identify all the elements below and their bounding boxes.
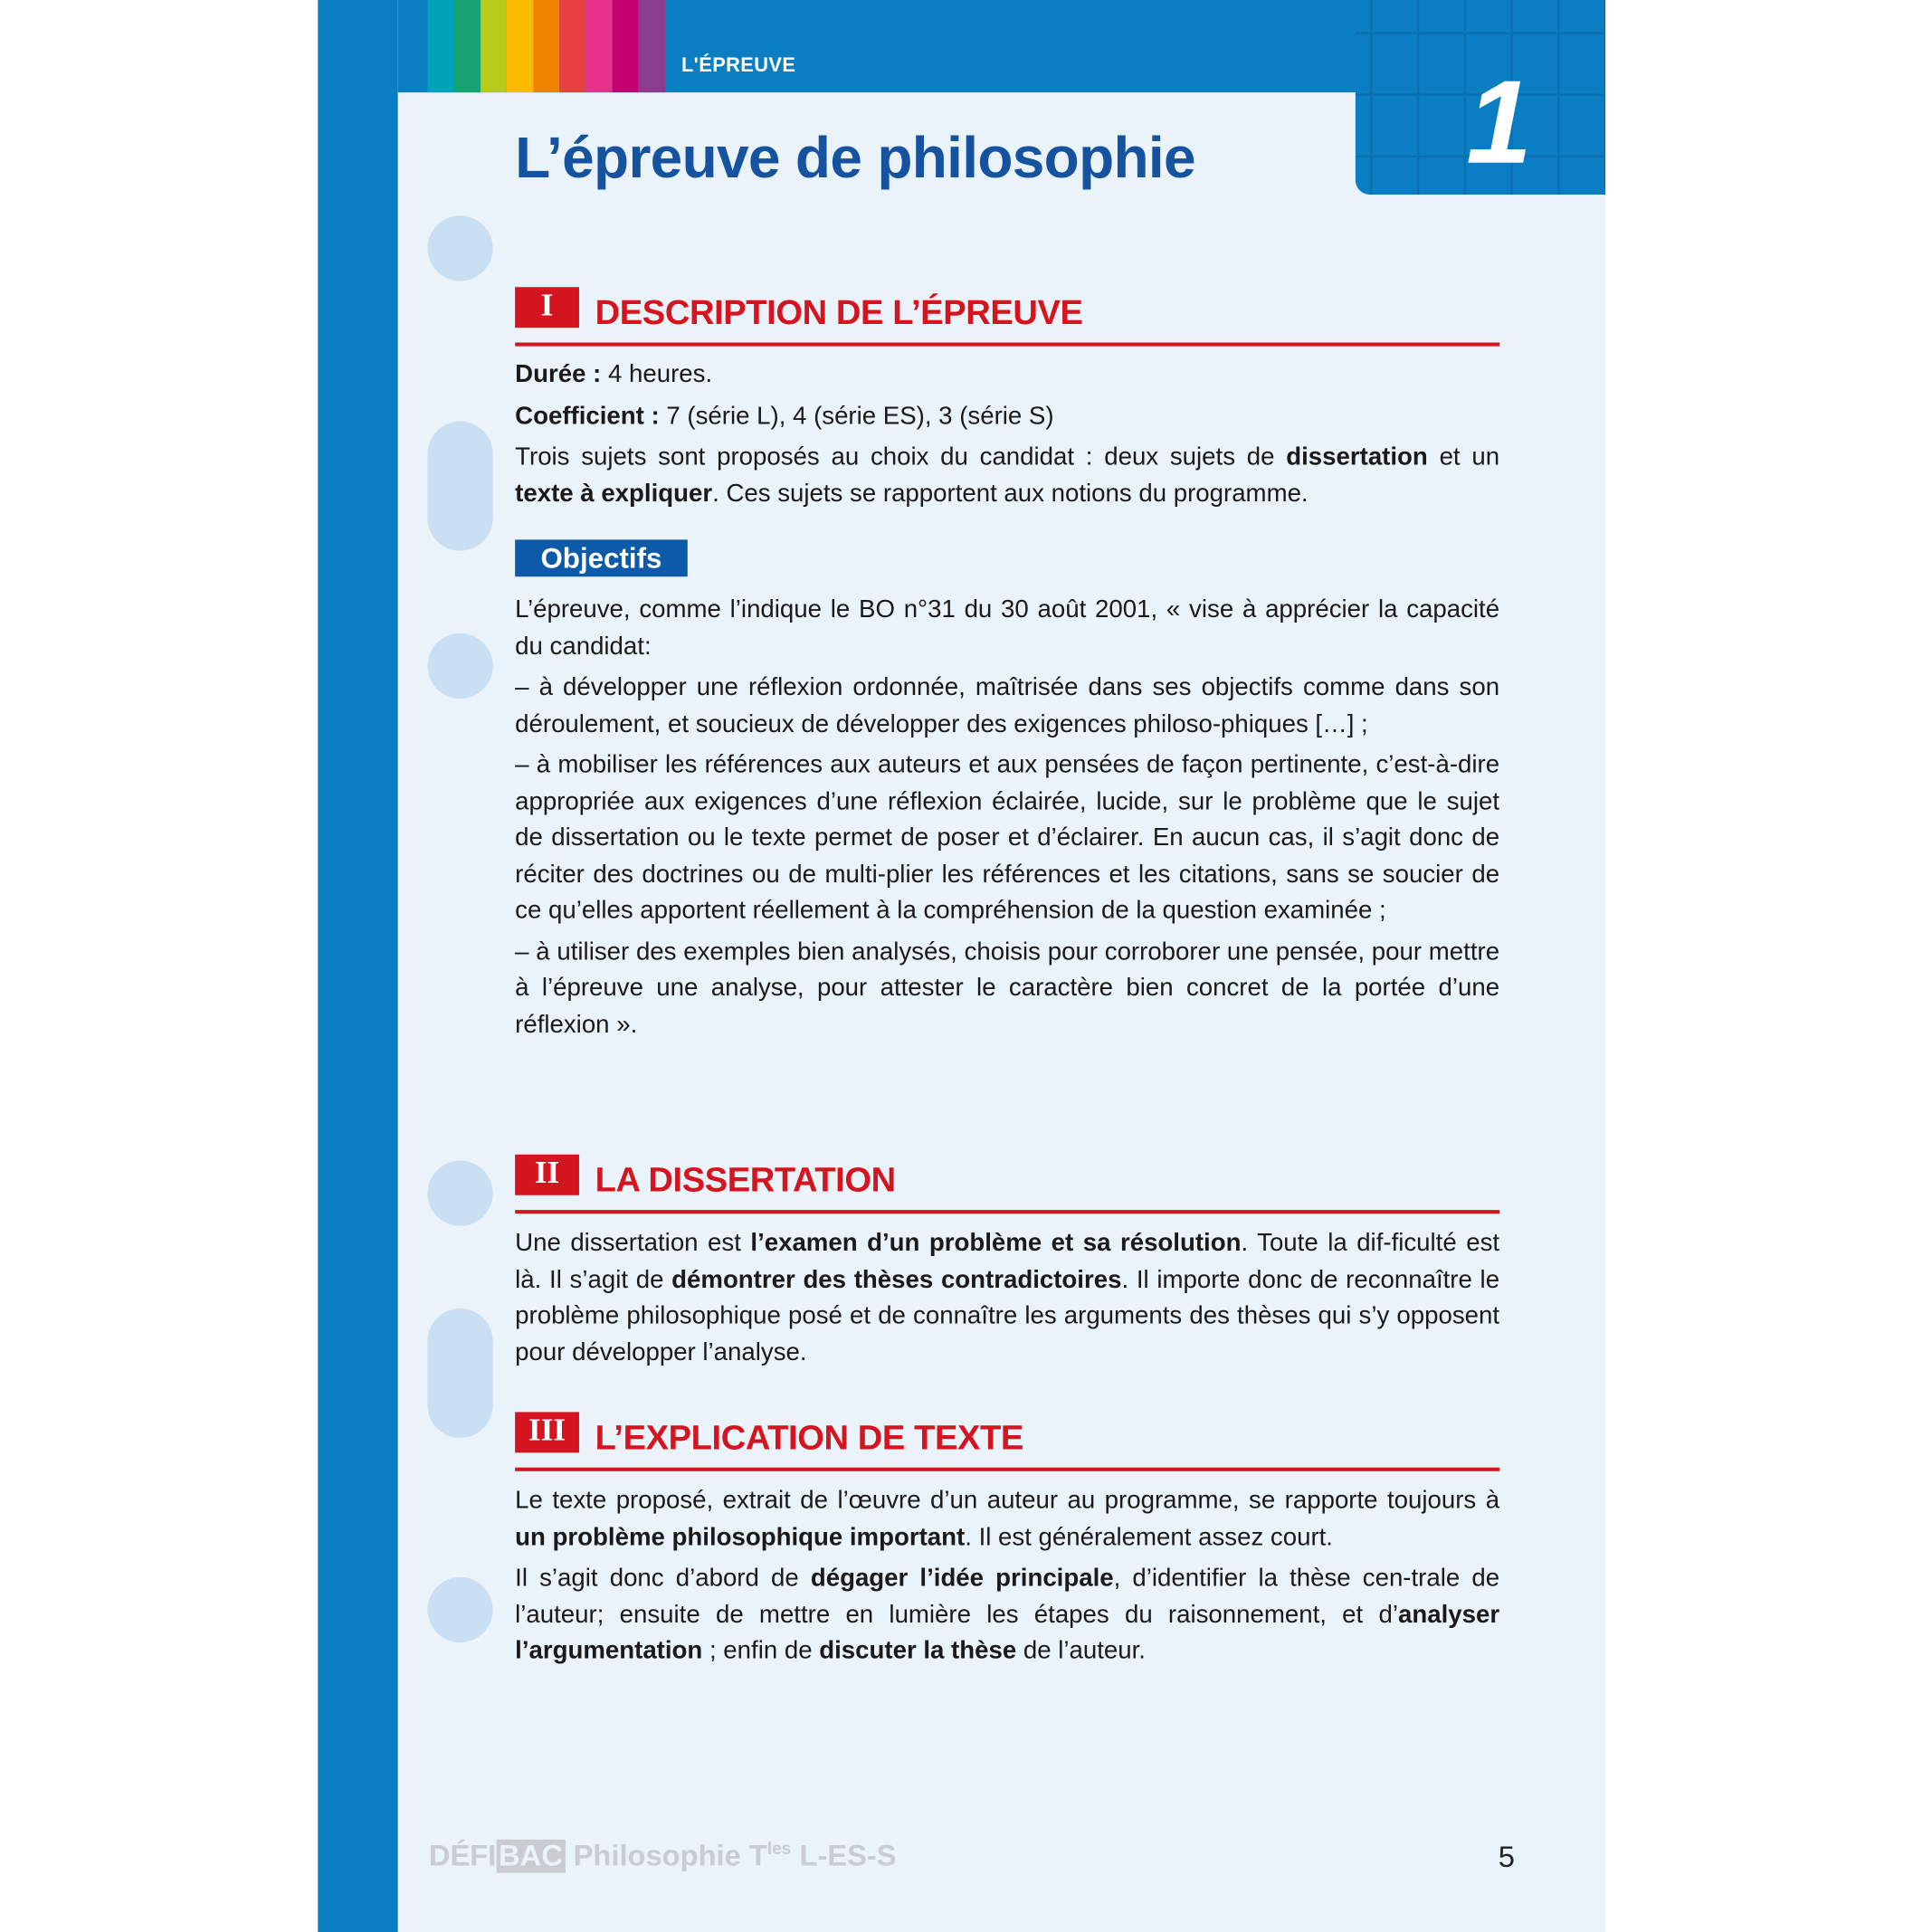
rainbow-stripe	[585, 0, 612, 92]
text: , d’identifier la thèse cen-trale de l’auteur; ensuite de mettre en lumière les étapes du raisonnement, et d’	[515, 1565, 1500, 1629]
text: . Il est généralement assez court.	[965, 1523, 1333, 1551]
objectifs-text	[515, 593, 1499, 1049]
text: . Il importe donc de reconnaître le problème philosophique posé et de connaître les arguments des thèses qui s’y opposent pour développer l’analyse.	[515, 1266, 1500, 1366]
bold-text: démontrer des thèses contradictoires	[671, 1266, 1122, 1294]
paragraph	[515, 1226, 1499, 1372]
section-title: L’EXPLICATION DE TEXTE	[595, 1418, 1023, 1457]
punch-hole	[427, 215, 492, 281]
section-title: DESCRIPTION DE L’ÉPREUVE	[595, 293, 1083, 332]
paragraph	[515, 935, 1499, 1044]
bold-text: l’examen d’un problème et sa résolution	[750, 1229, 1242, 1257]
bold-text: Durée :	[515, 360, 602, 388]
rainbow-stripe	[481, 0, 507, 92]
text: L’épreuve, comme l’indique le BO n°31 du 30 août 2001, « vise à apprécier la capacité du candidat:	[515, 596, 1500, 661]
text: – à développer une réflexion ordonnée, maîtrisée dans ses objectifs comme dans son déroulement, et soucieux de développer des exigences philoso-phiques […] ;	[515, 673, 1500, 738]
paragraph	[515, 440, 1499, 512]
text: de l’auteur.	[1016, 1637, 1146, 1665]
section-heading-description	[515, 287, 1499, 346]
section-title: LA DISSERTATION	[595, 1160, 896, 1199]
punch-hole	[427, 1161, 492, 1226]
rainbow-stripe	[612, 0, 638, 92]
punch-hole	[427, 633, 492, 699]
bold-text: texte à expliquer	[515, 480, 713, 508]
paragraph	[515, 593, 1499, 665]
text: 7 (série L), 4 (série ES), 3 (série S)	[659, 402, 1054, 430]
section-heading-explication	[515, 1412, 1499, 1470]
page-number: 5	[1498, 1841, 1515, 1875]
bold-text: dégager l’idée principale	[810, 1565, 1114, 1593]
footer-book-title	[429, 1839, 897, 1874]
book-subject: Philosophie T	[573, 1839, 767, 1873]
paragraph	[515, 398, 1499, 434]
rainbow-stripe	[454, 0, 481, 92]
rainbow-stripes	[427, 0, 664, 92]
page-title: L’épreuve de philosophie	[515, 124, 1195, 190]
bold-text: discuter la thèse	[819, 1637, 1017, 1665]
bold-text: un problème philosophique important	[515, 1523, 966, 1551]
paragraph	[515, 1561, 1499, 1670]
paragraph	[515, 671, 1499, 743]
bold-text: analyser l’argumentation	[515, 1601, 1500, 1665]
bold-text: Coefficient :	[515, 402, 660, 430]
paragraph	[515, 357, 1499, 394]
text: – à utiliser des exemples bien analysés, choisis pour corroborer une pensée, pour mettre à l’épreuve une analyse, pour attester le caractère bien concret de la portée d’une réflexion ».	[515, 937, 1500, 1039]
section-numeral: III	[515, 1412, 579, 1452]
text: 4 heures.	[601, 360, 713, 388]
section-tag: L'ÉPREUVE	[680, 55, 796, 77]
text: Le texte proposé, extrait de l’œuvre d’un auteur au programme, se rapporte toujours à	[515, 1487, 1500, 1515]
text: Trois sujets sont proposés au choix du candidat : deux sujets de	[515, 443, 1287, 471]
punch-hole	[427, 1309, 492, 1438]
text: Une dissertation est	[515, 1229, 751, 1257]
left-color-strip	[318, 0, 398, 1932]
text: – à mobiliser les références aux auteurs et aux pensées de façon pertinente, c’est-à-dire appropriée aux exigences d’une réflexion éclairée, lucide, sur le problème que le sujet de dissertation ou le texte permet de poser et d’éclairer. En aucun cas, il s’agit donc de réciter des doctrines ou de multi-plier les références et les citations, sans se soucier de ce qu’elles apportent réellement à la compréhension de la question examinée ;	[515, 751, 1500, 925]
text: Il s’agit donc d’abord de	[515, 1565, 811, 1593]
book-series: L-ES-S	[791, 1839, 897, 1873]
text: . Ces sujets se rapportent aux notions du programme.	[712, 480, 1309, 508]
dissertation-text	[515, 1226, 1499, 1376]
explication-text	[515, 1483, 1499, 1675]
chapter-number: 1	[1466, 56, 1533, 189]
objectifs-label: Objectifs	[515, 539, 688, 576]
paragraph	[515, 747, 1499, 929]
punch-hole	[427, 422, 492, 551]
rainbow-stripe	[559, 0, 585, 92]
section-heading-dissertation	[515, 1155, 1499, 1213]
text: et un	[1427, 443, 1500, 471]
book-level-sup: les	[766, 1838, 792, 1859]
rainbow-stripe	[638, 0, 664, 92]
brand-defi: DÉFI	[428, 1839, 497, 1873]
paragraph	[515, 1483, 1499, 1556]
brand-bac: BAC	[496, 1840, 565, 1873]
bold-text: dissertation	[1286, 443, 1428, 471]
section-numeral: II	[515, 1155, 579, 1195]
rainbow-stripe	[533, 0, 559, 92]
rainbow-stripe	[427, 0, 453, 92]
description-text	[515, 357, 1499, 518]
rainbow-stripe	[507, 0, 533, 92]
text: . Toute la dif-ficulté est là. Il s’agit de	[515, 1229, 1500, 1294]
text: ; enfin de	[702, 1637, 820, 1665]
punch-hole	[427, 1577, 492, 1642]
section-numeral: I	[515, 287, 579, 328]
